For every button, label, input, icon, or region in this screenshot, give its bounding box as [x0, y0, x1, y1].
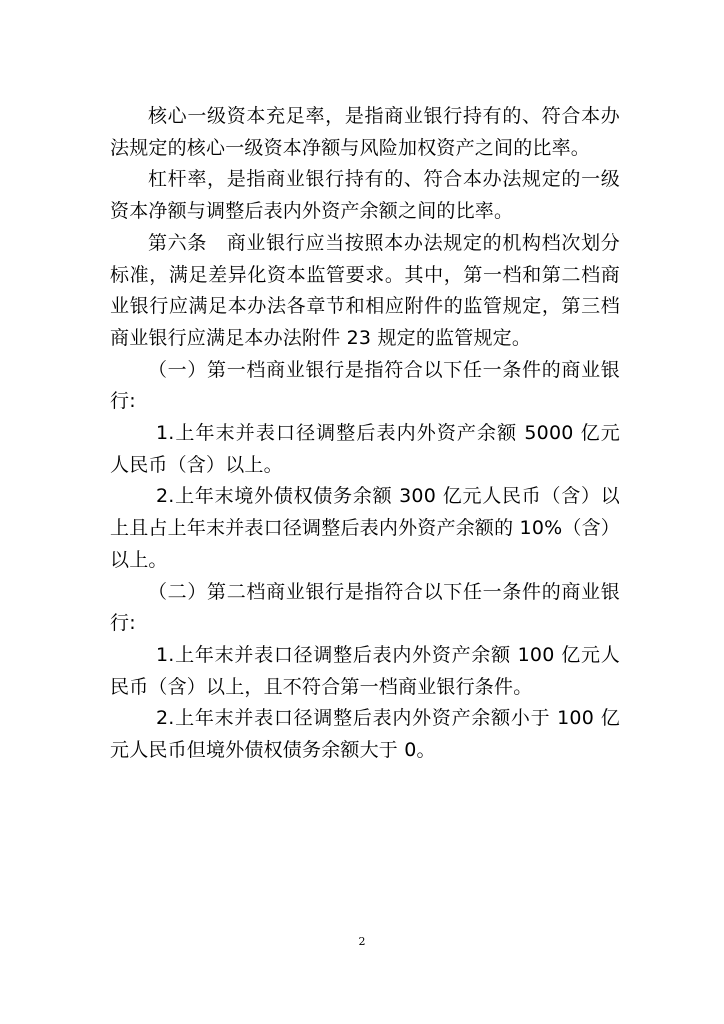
document-body [110, 101, 620, 767]
list-item-tier-two-condition-1: 1.上年末并表口径调整后表内外资产余额 100 亿元人民币（含）以上，且不符合第一档商业银行条件。 [110, 643, 620, 698]
paragraph-article-six: 第六条 商业银行应当按照本办法规定的机构档次划分标准，满足差异化资本监管要求。其中，第一档和第二档商业银行应满足本办法各章节和相应附件的监管规定，第三档商业银行应满足本办法附件 23 规定的监管规定。 [110, 231, 620, 349]
paragraph-tier-two-banks: （二）第二档商业银行是指符合以下任一条件的商业银行: [110, 580, 620, 635]
paragraph-leverage-ratio: 杠杆率，是指商业银行持有的、符合本办法规定的一级资本净额与调整后表内外资产余额之间的比率。 [110, 168, 620, 223]
page-number: 2 [358, 935, 366, 948]
paragraph-core-tier1-ratio: 核心一级资本充足率，是指商业银行持有的、符合本办法规定的核心一级资本净额与风险加权资产之间的比率。 [110, 105, 620, 159]
list-item-tier-one-condition-2: 2.上年末境外债权债务余额 300 亿元人民币（含）以上且占上年末并表口径调整后表内外资产余额的 10%（含）以上。 [110, 485, 620, 571]
list-item-tier-one-condition-1: 1.上年末并表口径调整后表内外资产余额 5000 亿元人民币（含）以上。 [110, 422, 620, 476]
paragraph-tier-one-banks: （一）第一档商业银行是指符合以下任一条件的商业银行: [110, 358, 620, 413]
list-item-tier-two-condition-2: 2.上年末并表口径调整后表内外资产余额小于 100 亿元人民币但境外债权债务余额大于 0。 [110, 707, 620, 762]
